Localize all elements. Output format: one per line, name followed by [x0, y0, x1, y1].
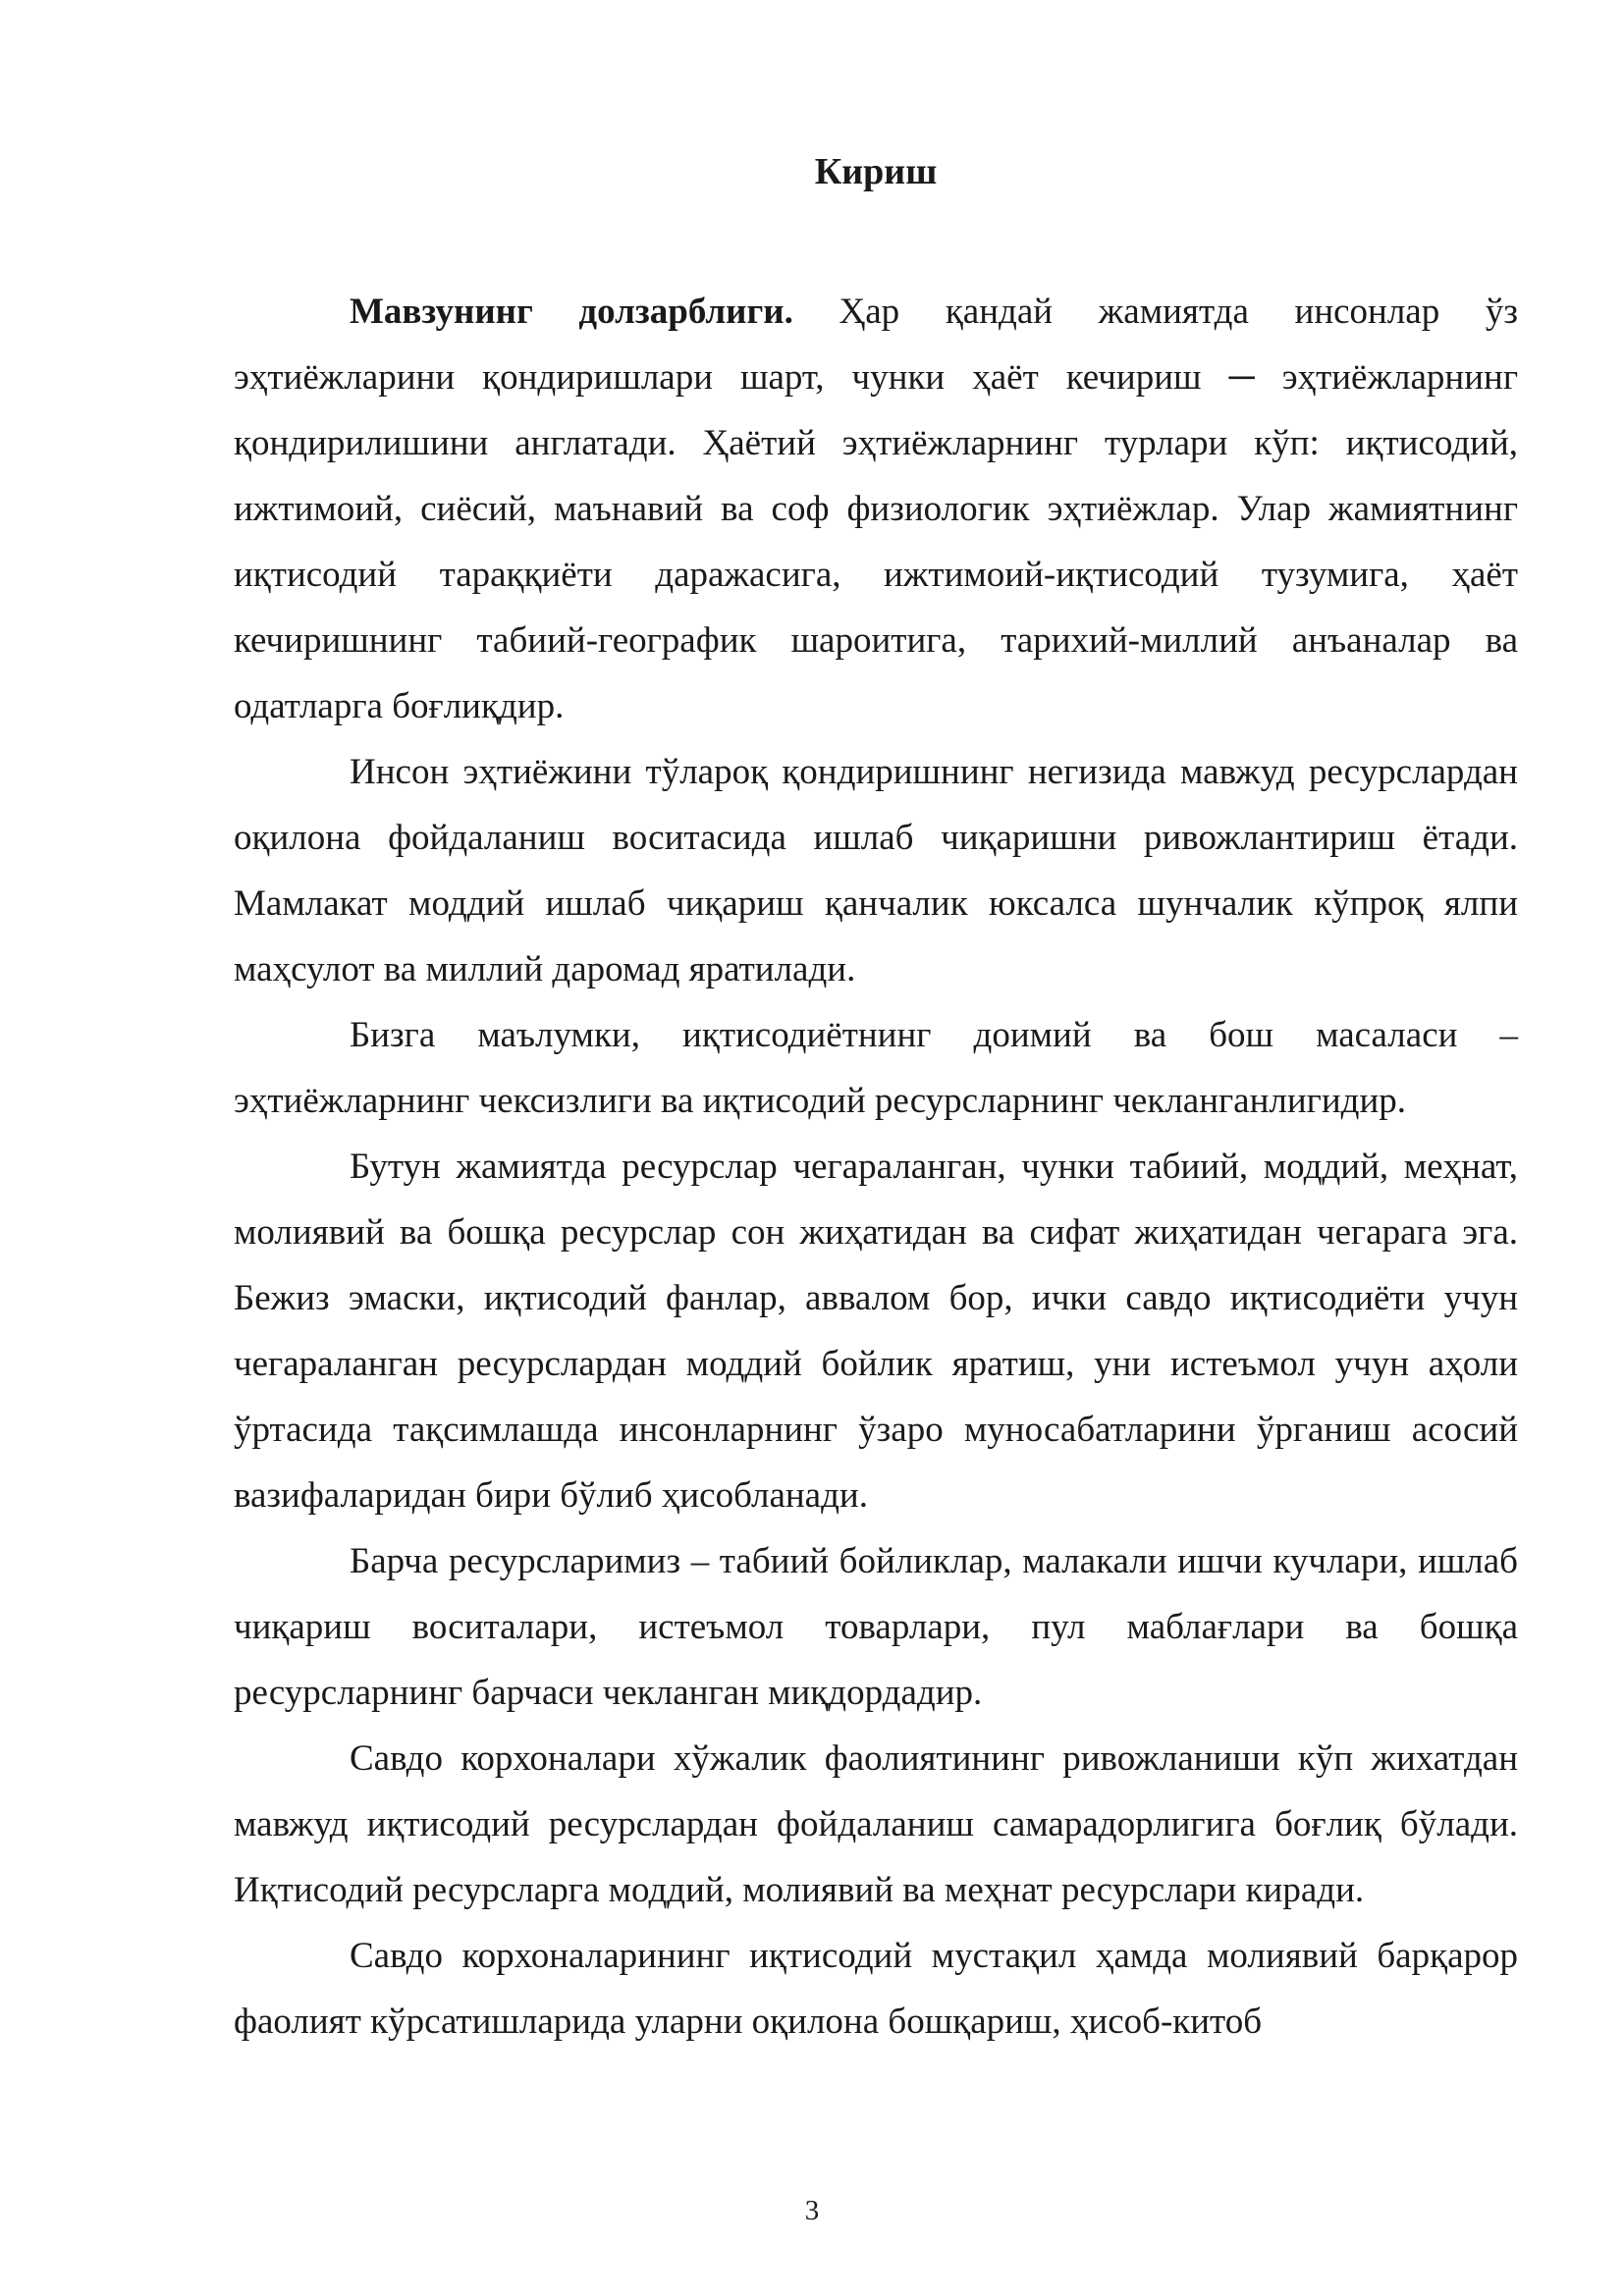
paragraph-4: [234, 1134, 1518, 1528]
page-title: Кириш: [814, 151, 938, 192]
paragraph-3: [234, 1002, 1518, 1134]
paragraph-5: [234, 1528, 1518, 1726]
page-number: 3: [804, 2195, 820, 2226]
paragraph-text: Инсон эҳтиёжини тўларoқ қондиришнинг негизида мавжуд ресурслардан оқилона фойдаланиш воситасида ишлаб чиқаришни ривожлантириш ётади. Мамлакат моддий ишлаб чиқариш қанчалик юксалса шунчалик кўпроқ ялпи маҳсулот ва миллий даромад яратилади.: [234, 752, 1518, 989]
paragraph-text: Бутун жамиятда ресурслар чегараланган, чунки табиий, моддий, меҳнат, молиявий ва бошқа ресурслар сон жиҳатидан ва сифат жиҳатидан чегарага эга. Бежиз эмаски, иқтисодий фанлар, аввалом бор, ички савдо иқтисодиёти учун чегараланган ресурслардан моддий бойлик яратиш, уни истеъмол учун аҳоли ўртасида тақсимлашда инсонларнинг ўзаро муносабатларини ўрганиш асосий вазифаларидан бири бўлиб ҳисобланади.: [234, 1147, 1518, 1516]
paragraph-1: [234, 279, 1518, 739]
paragraph-lead: Мавзунинг долзарблиги.: [350, 292, 793, 332]
document-page: [234, 147, 1518, 2055]
paragraph-2: [234, 739, 1518, 1002]
paragraph-text: Барча ресурсларимиз – табиий бойликлар, малакали ишчи кучлари, ишлаб чиқариш воситалари, истеъмол товарлари, пул маблағлари ва бошқа ресурсларнинг барчаси чекланган миқдордадир.: [234, 1541, 1518, 1713]
paragraph-text: Бизга маълумки, иқтисодиётнинг доимий ва бош масаласи – эҳтиёжларнинг чексизлиги ва иқтисодий ресурсларнинг чекланганлигидир.: [234, 1015, 1518, 1121]
paragraph-text: Савдо корхоналари хўжалик фаолиятининг ривожланиши кўп жихатдан мавжуд иқтисодий ресурслардан фойдаланиш самарадорлигига боғлиқ бўлади. Иқтисодий ресурсларга моддий, молиявий ва меҳнат ресурслари киради.: [234, 1738, 1518, 1910]
paragraph-text: Ҳар қандай жамиятда инсонлар ўз эҳтиёжларини қондиришлари шарт, чунки ҳаёт кечириш ─ эҳтиёжларнинг қондирилишини англатади. Ҳаётий эҳтиёжларнинг турлари кўп: иқтисодий, ижтимоий, сиёсий, маънавий ва соф физиологик эҳтиёжлар. Улар жамиятнинг иқтисодий тараққиёти даражасига, ижтимоий-иқтисодий тузумига, ҳаёт кечиришнинг табиий-географик шароитига, тарихий-миллий анъаналар ва одатларга боғлиқдир.: [234, 292, 1518, 726]
paragraph-7: [234, 1923, 1518, 2055]
paragraph-6: [234, 1726, 1518, 1923]
paragraph-text: Савдо корхоналарининг иқтисодий мустақил ҳамда молиявий барқарор фаолият кўрсатишларида уларни оқилона бошқариш, ҳисоб-китоб: [234, 1936, 1518, 2042]
